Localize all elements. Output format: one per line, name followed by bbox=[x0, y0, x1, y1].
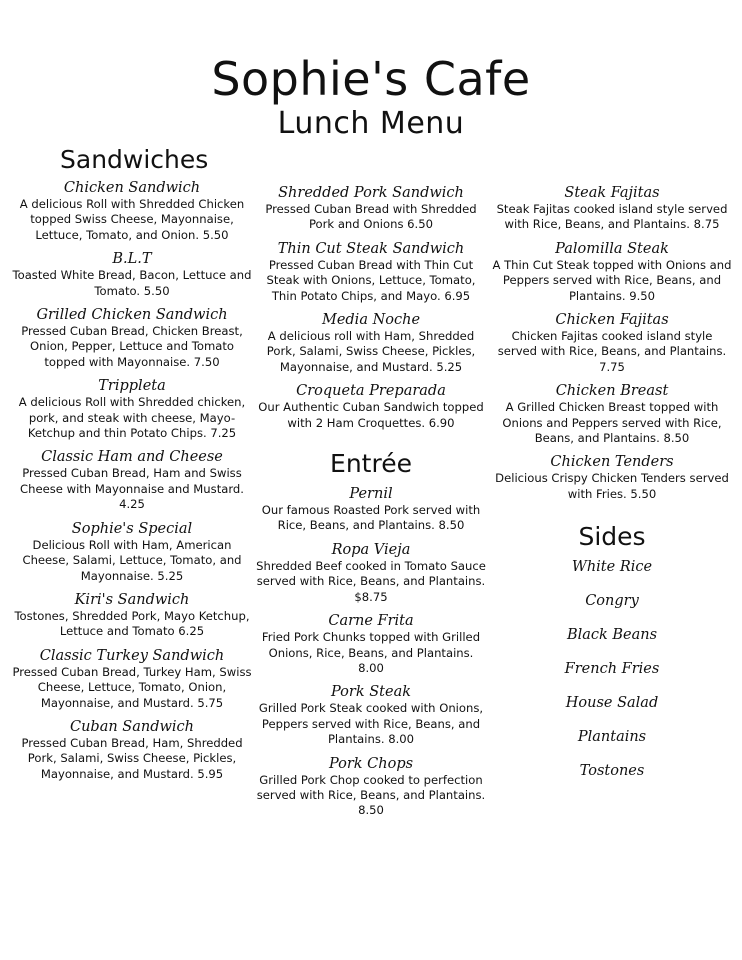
menu-item-name: Grilled Chicken Sandwich bbox=[36, 307, 228, 324]
menu-item bbox=[254, 185, 488, 233]
menu-item-description: Pressed Cuban Bread, Ham, Shredded Pork, Salami, Swiss Cheese, Pickles, Mayonnaise, and Mustard. 5.95 bbox=[21, 735, 243, 781]
menu-item bbox=[254, 542, 488, 605]
menu-item-description: Pressed Cuban Bread, Chicken Breast, Onion, Pepper, Lettuce and Tomato topped with Mayonnaise. 7.50 bbox=[21, 324, 243, 369]
menu-item-name: Kiri's Sandwich bbox=[74, 591, 190, 608]
menu-item-description: Pressed Cuban Bread with Thin Cut Steak with Onions, Lettuce, Tomato, Thin Potato Chips, and Mayo. 6.95 bbox=[266, 257, 476, 303]
menu-item-name: Chicken Breast bbox=[555, 383, 669, 400]
menu-item bbox=[492, 383, 732, 446]
menu-item-description: Pressed Cuban Bread, Ham and Swiss Cheese with Mayonnaise and Mustard. 4.25 bbox=[20, 466, 244, 512]
menu-item-description: Pressed Cuban Bread with Shredded Pork and Onions 6.50 bbox=[265, 202, 477, 232]
menu-item bbox=[12, 592, 252, 640]
menu-item-name: Sophie's Special bbox=[71, 520, 193, 537]
menu-item bbox=[254, 613, 488, 676]
menu-item-name: Pork Steak bbox=[331, 684, 411, 701]
menu-item-name: Pork Chops bbox=[328, 755, 414, 772]
menu-item-description: Shredded Beef cooked in Tomato Sauce served with Rice, Beans, and Plantains. $8.75 bbox=[256, 558, 486, 604]
sides-list bbox=[492, 559, 732, 780]
middle-sandwiches-list bbox=[254, 185, 488, 431]
menu-item-description: Delicious Crispy Chicken Tenders served with Fries. 5.50 bbox=[495, 471, 729, 501]
menu-item-description: A Thin Cut Steak topped with Onions and Peppers served with Rice, Beans, and Plantains. 9.50 bbox=[492, 257, 732, 303]
menu-item-description: A delicious Roll with Shredded chicken, pork, and steak with cheese, Mayo-Ketchup and thin Potato Chips. 7.25 bbox=[18, 395, 246, 441]
sandwiches-list bbox=[12, 180, 252, 782]
menu-item bbox=[12, 251, 252, 299]
side-item: House Salad bbox=[565, 695, 659, 712]
menu-item bbox=[492, 312, 732, 375]
menu-item-name: Chicken Fajitas bbox=[555, 312, 669, 329]
menu-item bbox=[492, 185, 732, 233]
menu-item-name: Shredded Pork Sandwich bbox=[278, 185, 464, 201]
menu-item-name: Pernil bbox=[349, 486, 393, 503]
entree-heading: Entrée bbox=[330, 449, 412, 479]
middle-column bbox=[254, 185, 488, 827]
menu-item bbox=[254, 241, 488, 304]
menu-item-description: Delicious Roll with Ham, American Cheese, Salami, Lettuce, Tomato, and Mayonnaise. 5.25 bbox=[22, 537, 242, 583]
menu-item-description: Grilled Pork Steak cooked with Onions, Peppers served with Rice, Beans, and Plantains. 8.00 bbox=[258, 701, 484, 747]
entree-list bbox=[254, 486, 488, 819]
sandwiches-column bbox=[12, 145, 252, 790]
menu-item-description: Our famous Roasted Pork served with Rice, Beans, and Plantains. 8.50 bbox=[261, 503, 481, 533]
menu-item-description: Tostones, Shredded Pork, Mayo Ketchup, Lettuce and Tomato 6.25 bbox=[14, 608, 250, 639]
menu-item-name: Chicken Sandwich bbox=[63, 180, 201, 196]
menu-item bbox=[12, 521, 252, 584]
menu-item-name: Classic Ham and Cheese bbox=[41, 449, 223, 466]
menu-item bbox=[254, 486, 488, 534]
menu-item-description: Grilled Pork Chop cooked to perfection served with Rice, Beans, and Plantains. 8.50 bbox=[256, 772, 486, 818]
side-item: Tostones bbox=[579, 763, 645, 780]
side-item: French Fries bbox=[564, 661, 660, 678]
menu-item-description: Pressed Cuban Bread, Turkey Ham, Swiss Cheese, Lettuce, Tomato, Onion, Mayonnaise, and Mustard. 5.75 bbox=[12, 664, 252, 710]
menu-item-name: Croqueta Preparada bbox=[296, 383, 446, 400]
menu-item bbox=[254, 756, 488, 819]
menu-item-description: A Grilled Chicken Breast topped with Onions and Peppers served with Rice, Beans, and Plantains. 8.50 bbox=[502, 400, 722, 446]
menu-title: Sophie's Cafe bbox=[211, 52, 531, 106]
menu-item-description: A delicious Roll with Shredded Chicken topped Swiss Cheese, Mayonnaise, Lettuce, Tomato, and Onion. 5.50 bbox=[19, 197, 245, 242]
side-item: Congry bbox=[585, 593, 639, 610]
menu-item bbox=[12, 449, 252, 512]
menu-item-description: Toasted White Bread, Bacon, Lettuce and Tomato. 5.50 bbox=[12, 268, 252, 298]
menu-item-name: Trippleta bbox=[98, 378, 166, 395]
menu-item-description: Fried Pork Chunks topped with Grilled Onions, Rice, Beans, and Plantains. 8.00 bbox=[261, 630, 481, 675]
menu-item-name: Carne Frita bbox=[328, 613, 414, 630]
menu-item-description: A delicious roll with Ham, Shredded Pork, Salami, Swiss Cheese, Pickles, Mayonnaise, and Mustard. 5.25 bbox=[266, 329, 476, 374]
menu-item-name: Steak Fajitas bbox=[564, 185, 660, 201]
side-item: White Rice bbox=[571, 559, 653, 576]
menu-item bbox=[254, 684, 488, 747]
menu-item-name: Ropa Vieja bbox=[331, 541, 411, 558]
menu-item bbox=[12, 307, 252, 370]
sides-heading: Sides bbox=[578, 522, 646, 552]
menu-item-description: Our Authentic Cuban Sandwich topped with 2 Ham Croquettes. 6.90 bbox=[258, 400, 484, 430]
menu-item-name: Chicken Tenders bbox=[550, 454, 674, 471]
menu-item-name: Cuban Sandwich bbox=[69, 718, 194, 735]
menu-item-name: B.L.T bbox=[112, 251, 152, 268]
menu-item bbox=[12, 648, 252, 711]
menu-subtitle: Lunch Menu bbox=[277, 106, 465, 141]
side-item: Black Beans bbox=[566, 627, 658, 644]
menu-item-description: Chicken Fajitas cooked island style served with Rice, Beans, and Plantains. 7.75 bbox=[497, 329, 727, 374]
menu-item bbox=[12, 180, 252, 243]
right-entree-list bbox=[492, 185, 732, 502]
menu-item-description: Steak Fajitas cooked island style served with Rice, Beans, and Plantains. 8.75 bbox=[496, 202, 728, 232]
menu-item-name: Classic Turkey Sandwich bbox=[39, 647, 225, 664]
menu-item bbox=[254, 383, 488, 431]
menu-item-name: Thin Cut Steak Sandwich bbox=[277, 240, 465, 257]
menu-item bbox=[492, 454, 732, 502]
menu-item bbox=[254, 312, 488, 375]
menu-item bbox=[12, 719, 252, 782]
right-column bbox=[492, 185, 732, 797]
menu-item-name: Media Noche bbox=[321, 312, 421, 329]
menu-item bbox=[492, 241, 732, 304]
side-item: Plantains bbox=[577, 729, 647, 746]
menu-item-name: Palomilla Steak bbox=[555, 240, 669, 257]
menu-item bbox=[12, 378, 252, 441]
sandwiches-heading: Sandwiches bbox=[60, 145, 209, 174]
